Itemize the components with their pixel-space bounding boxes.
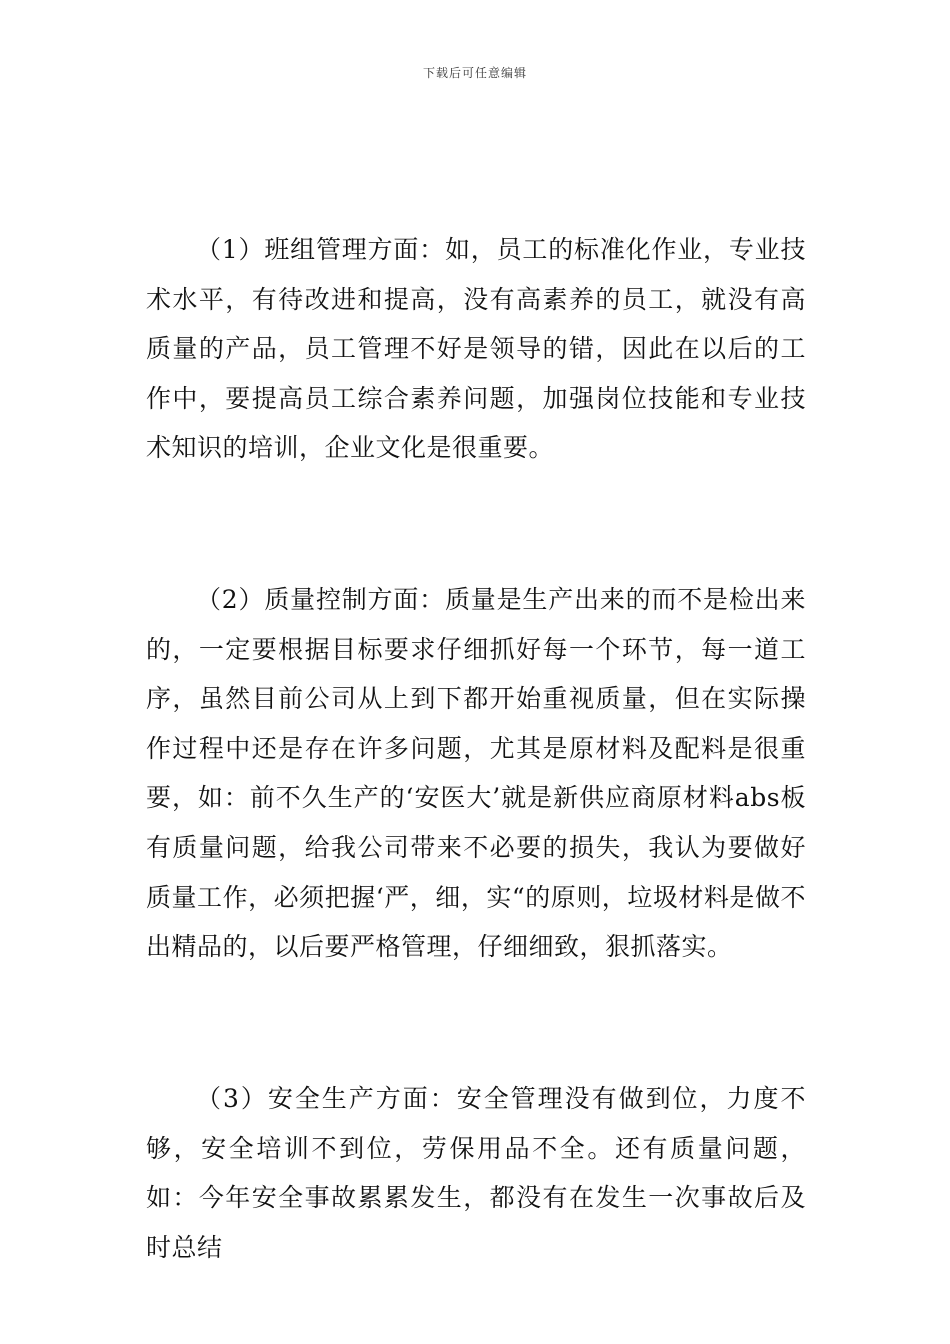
paragraph-quality-control: （2）质量控制方面：质量是生产出来的而不是检出来的，一定要根据目标要求仔细抓好每一个环节，每一道工序，虽然目前公司从上到下都开始重视质量，但在实际操作过程中还是存在许多问题，尤其是原材料及配料是很重要，如：前不久生产的‘安医大’就是新供应商原材料abs板有质量问题，给我公司带来不必要的损失，我认为要做好质量工作，必须把握‘严，细，实“的原则，垃圾材料是做不出精品的，以后要严格管理，仔细细致，狠抓落实。 xyxy=(146,585,806,962)
page-header: 下载后可任意编辑 xyxy=(422,66,527,80)
paragraph-safety-production: （3）安全生产方面：安全管理没有做到位，力度不够，安全培训不到位，劳保用品不全。还有质量问题，如：今年安全事故累累发生，都没有在发生一次事故后及时总结 xyxy=(146,1084,806,1262)
paragraph-team-management: （1）班组管理方面：如，员工的标准化作业，专业技术水平，有待改进和提高，没有高素养的员工，就没有高质量的产品，员工管理不好是领导的错，因此在以后的工作中，要提高员工综合素养问题，加强岗位技能和专业技术知识的培训，企业文化是很重要。 xyxy=(146,235,806,463)
